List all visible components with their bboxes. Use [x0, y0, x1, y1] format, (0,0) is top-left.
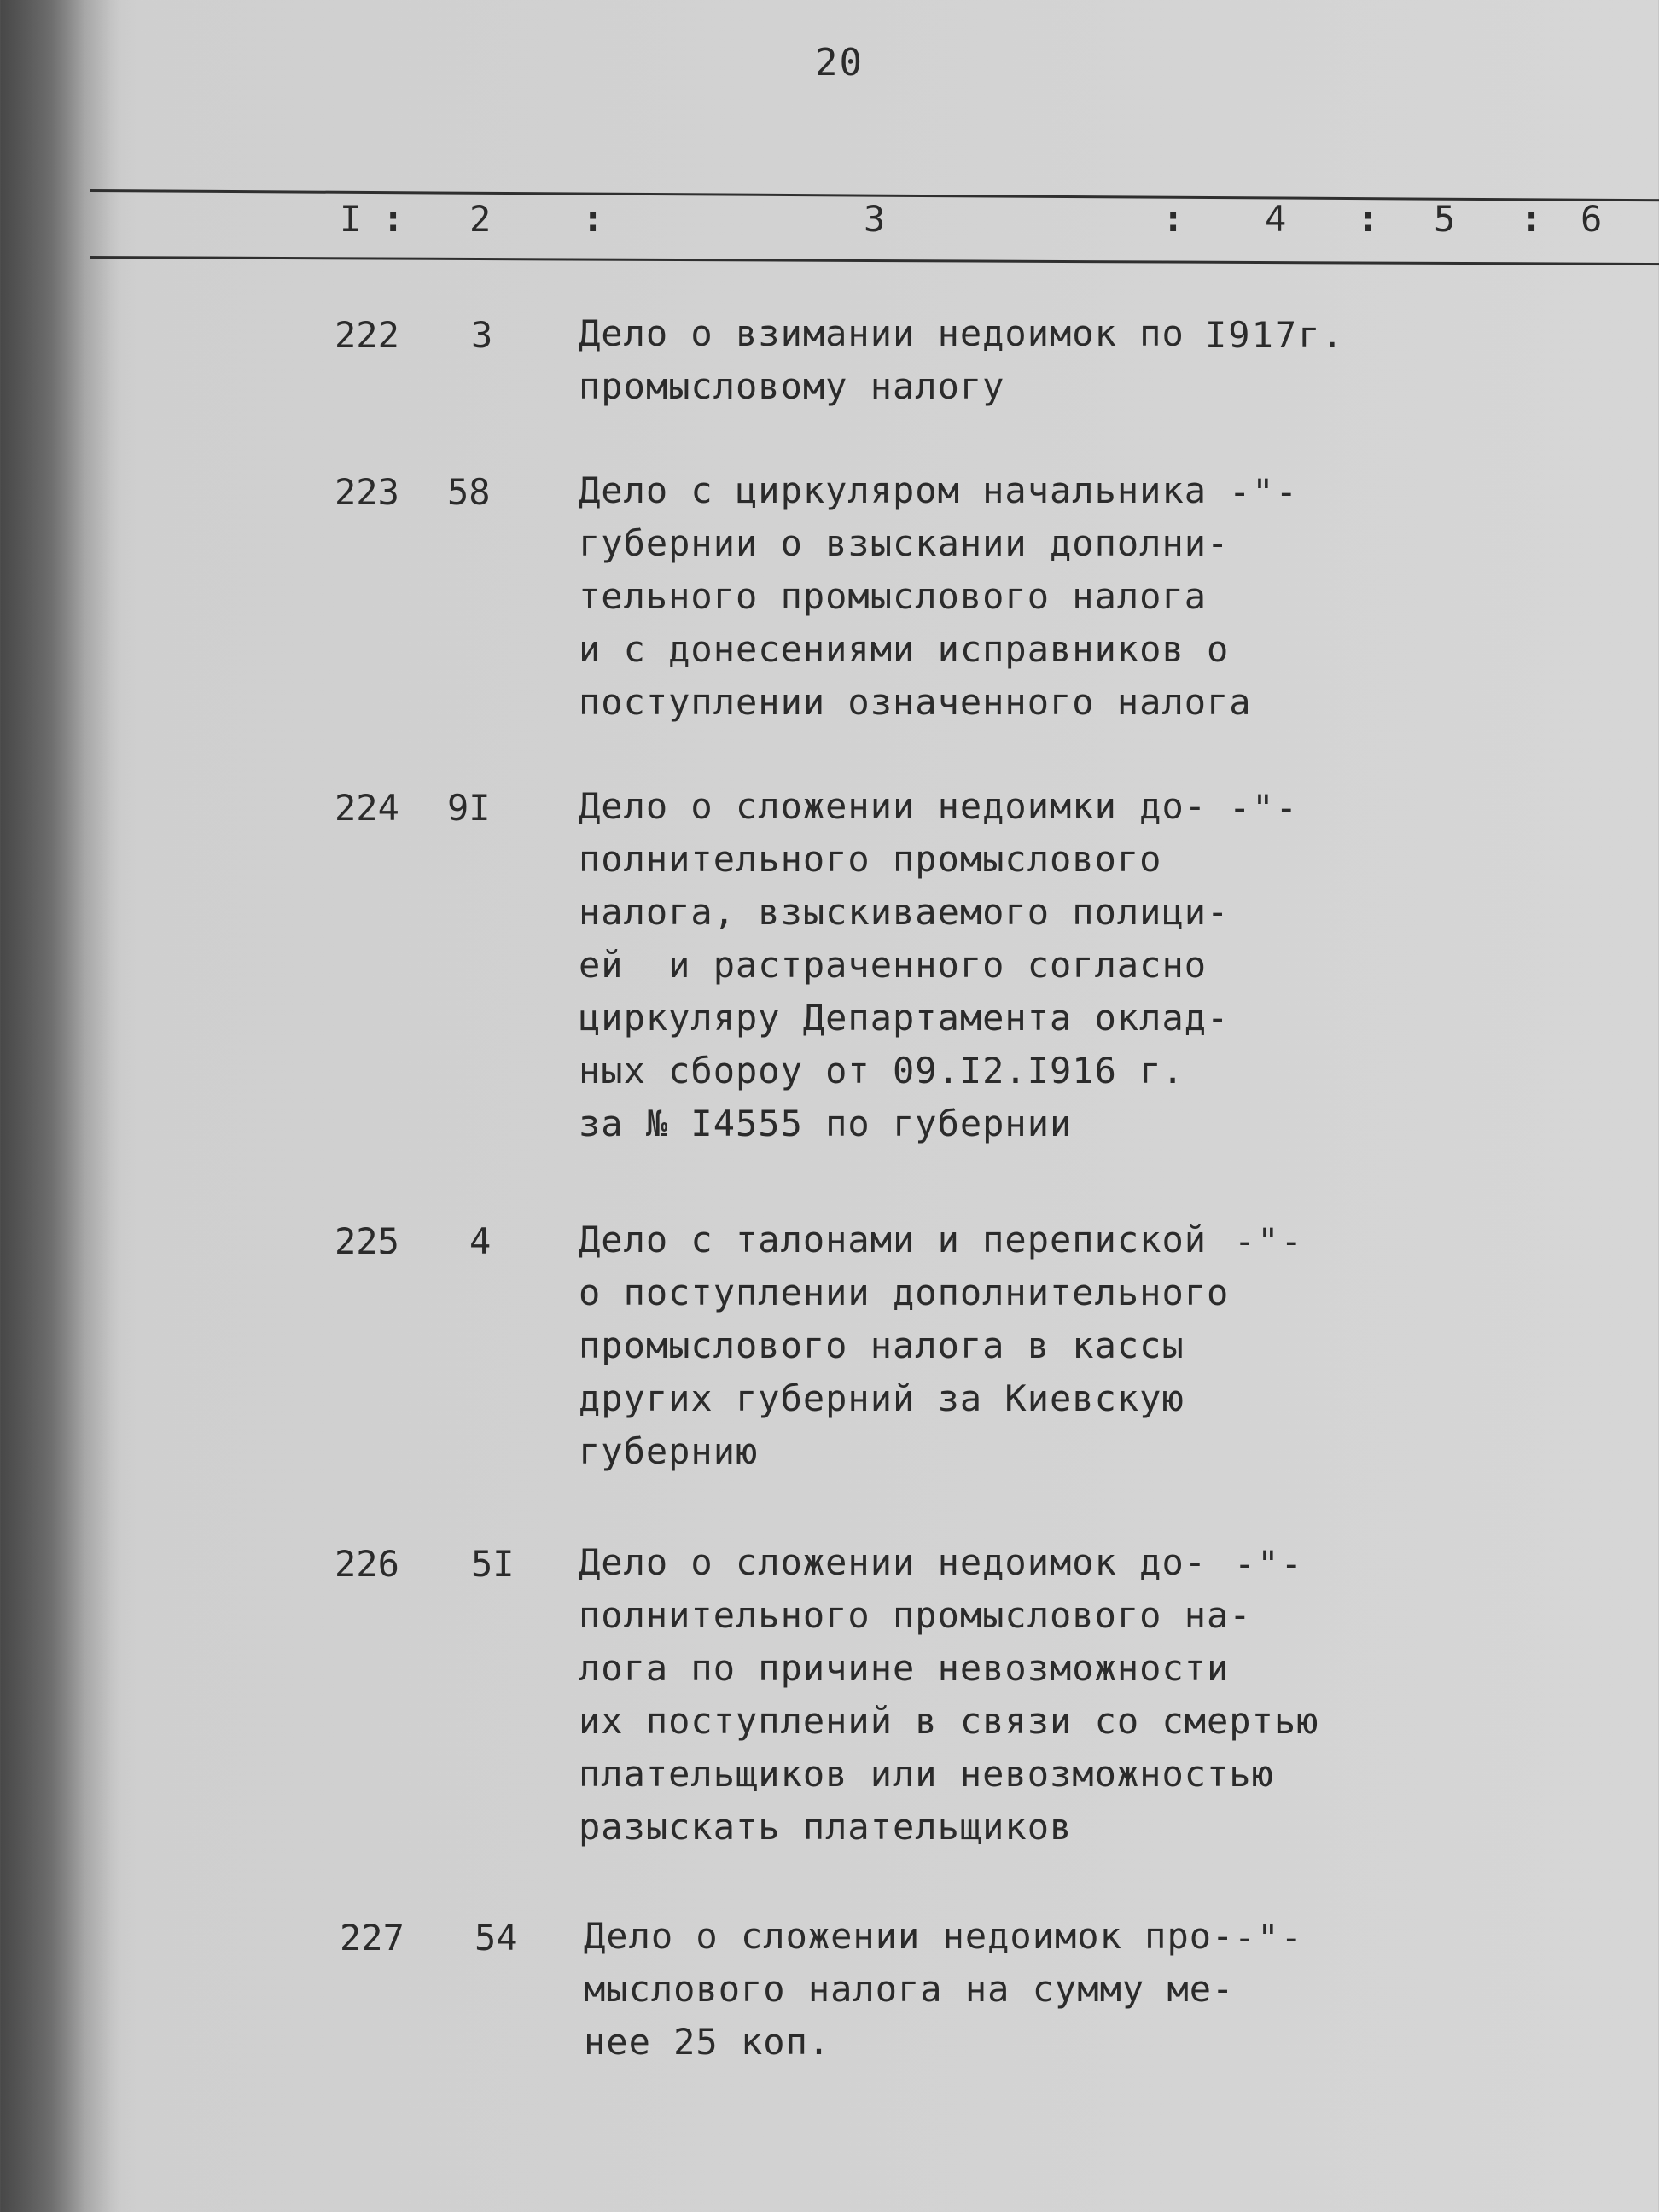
- entry-number: 223: [335, 471, 399, 513]
- entry-date: -"-: [1234, 1917, 1304, 1959]
- entry-description-line: мыслового налога на сумму ме-: [584, 1968, 1235, 2010]
- entry-description: [579, 464, 1252, 729]
- entry-description: [579, 1536, 1318, 1854]
- entry-description-line: ных сбороу от 09.I2.I916 г.: [579, 1050, 1185, 1091]
- entry-date: I917г.: [1205, 314, 1345, 356]
- column-separator: :: [1357, 198, 1379, 240]
- column-header-2: 2: [469, 198, 492, 240]
- entry-number: 226: [335, 1543, 399, 1585]
- entry-description-line: Дело о сложении недоимок про-: [584, 1915, 1235, 1957]
- entry-sheet-count: 58: [447, 471, 491, 513]
- entry-description-line: и с донесениями исправников о: [579, 628, 1230, 670]
- entry-description-line: полнительного промыслового: [579, 838, 1162, 880]
- entry-sheet-count: 4: [469, 1220, 492, 1262]
- entry-description-line: ей и растраченного согласно: [579, 944, 1208, 986]
- entry-description-line: губернии о взыскании дополни-: [579, 522, 1230, 564]
- entry-description-line: промыслового налога в кассы: [579, 1324, 1185, 1366]
- entry-description-line: за № I4555 по губернии: [579, 1103, 1073, 1144]
- entry-description-line: их поступлений в связи со смертью: [579, 1700, 1319, 1742]
- entry-description-line: Дело о сложении недоимки до-: [579, 785, 1208, 827]
- entry-sheet-count: 5I: [471, 1543, 515, 1585]
- column-header-5: 5: [1434, 198, 1456, 240]
- entry-number: 224: [335, 787, 399, 829]
- entry-date: -"-: [1229, 471, 1299, 513]
- table-header-bottom-rule: [90, 256, 1659, 265]
- entry-description-line: поступлении означенного налога: [579, 681, 1252, 723]
- entry-description-line: губернию: [579, 1430, 759, 1472]
- column-header-6: 6: [1580, 198, 1603, 240]
- entry-description: [579, 1214, 1229, 1478]
- entry-description-line: промысловому налогу: [579, 365, 1005, 407]
- entry-description-line: о поступлении дополнительного: [579, 1272, 1230, 1313]
- entry-date: -"-: [1229, 787, 1299, 829]
- entry-sheet-count: 9I: [447, 787, 491, 829]
- column-header-4: 4: [1265, 198, 1287, 240]
- entry-description-line: полнительного промыслового на-: [579, 1594, 1252, 1636]
- entry-description-line: Дело о сложении недоимок до-: [579, 1541, 1208, 1583]
- entry-description-line: разыскать плательщиков: [579, 1806, 1073, 1848]
- column-header-1: I: [340, 198, 362, 240]
- entry-description: [584, 1910, 1234, 2069]
- entry-description: [579, 307, 1185, 413]
- entry-description-line: циркуляру Департамента оклад-: [579, 997, 1230, 1039]
- entry-description-line: других губерний за Киевскую: [579, 1377, 1185, 1419]
- entry-description-line: Дело с талонами и перепиской: [579, 1219, 1208, 1260]
- column-separator: :: [1521, 198, 1543, 240]
- column-separator: :: [1162, 198, 1185, 240]
- entry-number: 227: [340, 1917, 405, 1959]
- entry-description-line: плательщиков или невозможностью: [579, 1753, 1274, 1795]
- page-number: 20: [815, 41, 864, 84]
- entry-description-line: тельного промыслового налога: [579, 575, 1208, 617]
- entry-description: [579, 780, 1229, 1150]
- entry-description-line: налога, взыскиваемого полици-: [579, 891, 1230, 933]
- entry-description-line: нее 25 коп.: [584, 2021, 831, 2063]
- entry-description-line: лога по причине невозможности: [579, 1647, 1230, 1689]
- entry-description-line: Дело с циркуляром начальника: [579, 469, 1208, 511]
- entry-date: -"-: [1234, 1220, 1304, 1262]
- column-separator: :: [582, 198, 604, 240]
- binding-shadow: [0, 0, 119, 2212]
- entry-sheet-count: 54: [474, 1917, 518, 1959]
- entry-number: 222: [335, 314, 399, 356]
- column-separator: :: [382, 198, 405, 240]
- entry-description-line: Дело о взимании недоимок по: [579, 312, 1185, 354]
- entry-number: 225: [335, 1220, 399, 1262]
- entry-date: -"-: [1234, 1543, 1304, 1585]
- entry-sheet-count: 3: [471, 314, 493, 356]
- column-header-3: 3: [864, 198, 886, 240]
